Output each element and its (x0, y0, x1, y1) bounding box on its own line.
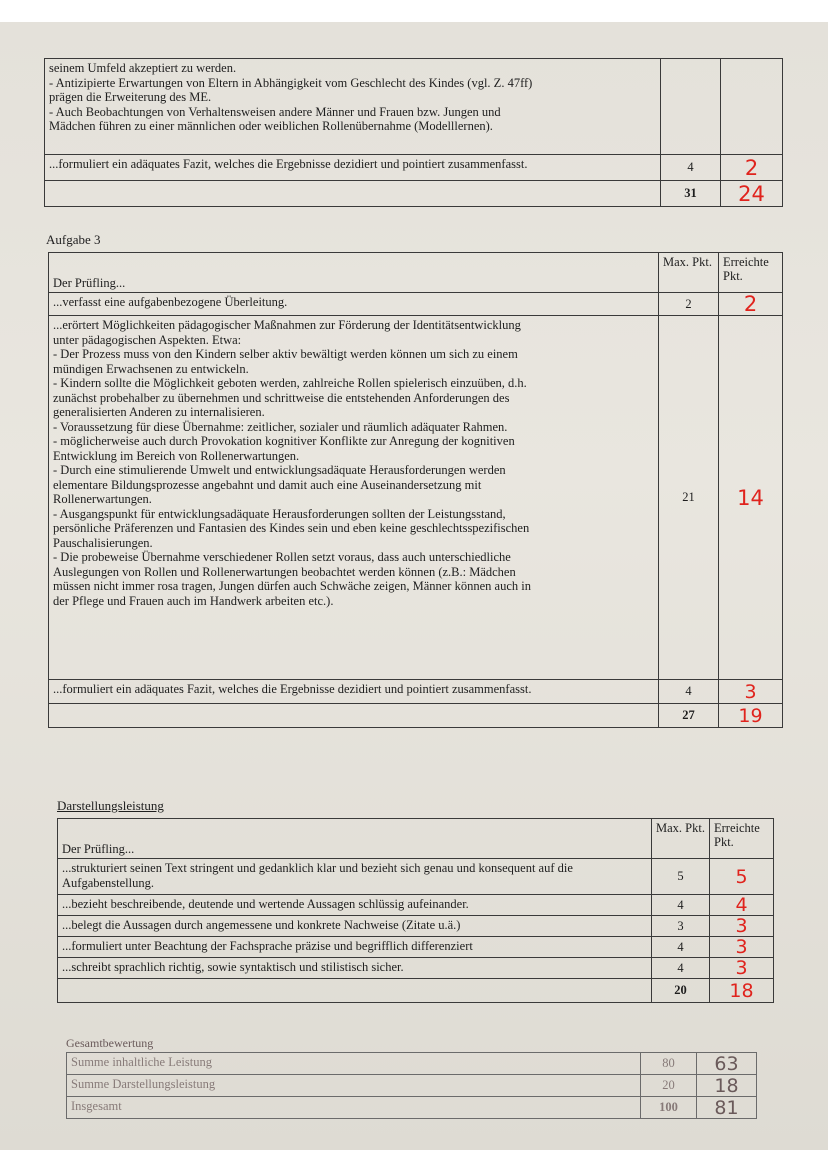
achieved-total: 81 (697, 1097, 757, 1119)
section-title: Aufgabe 3 (46, 232, 101, 247)
text-line: Rollenerwartungen. (53, 492, 152, 506)
max-points: 80 (641, 1053, 697, 1075)
text-line: prägen die Erweiterung des ME. (49, 90, 212, 104)
text-line: elementare Bildungsprozesse angebahnt und damit auch eine Auseinandersetzung mit (53, 477, 482, 492)
text-line: - Kindern sollte die Möglichkeit geboten werden, zahlreiche Rollen spielerisch einzuüben, d.h. (53, 376, 527, 390)
section-title: Gesamtbewertung (66, 1036, 154, 1050)
max-total: 100 (641, 1097, 697, 1119)
paper-sheet (0, 22, 828, 1150)
criteria-text (45, 59, 661, 155)
text-line: - Die probeweise Übernahme verschiedener Rollen setzt voraus, dass auch unterschiedliche (53, 550, 511, 564)
max-total: 27 (659, 704, 719, 728)
achieved-total: 24 (721, 181, 783, 207)
fazit-text: ...formuliert ein adäquates Fazit, welches die Ergebnisse dezidiert und pointiert zusammenfasst. (49, 680, 659, 704)
col-score-header: Erreichte Pkt. (710, 819, 774, 859)
text-line: Mädchen führen zu einer männlichen oder weiblichen Rollenübernahme (Modelllernen). (49, 119, 493, 133)
criteria-text: ...schreibt sprachlich richtig, sowie syntaktisch und stilistisch sicher. (58, 958, 652, 979)
text-line: Auslegungen von Rollen und Rollenerwartungen beobachtet werden können (z.B.: Mädchen (53, 564, 516, 579)
criteria-text: ...strukturiert seinen Text stringent und gedanklich klar und bezieht sich genau und konsequent auf die Aufgabenstellung. (58, 859, 652, 895)
max-points: 4 (652, 895, 710, 916)
criteria-table-continued (44, 58, 782, 207)
text-line: - möglicherweise auch durch Provokation kognitiver Konflikte zur Anregung der kognitiven (53, 434, 515, 448)
max-total: 20 (652, 979, 710, 1003)
achieved-points: 3 (719, 680, 783, 704)
max-points: 5 (652, 859, 710, 895)
text-line: persönliche Präferenzen und Fantasien des Kindes sein und eben keine geschlechtsspezifischen (53, 521, 530, 535)
text-line: unter pädagogischen Aspekten. Etwa: (53, 332, 242, 347)
criteria-text: ...verfasst eine aufgabenbezogene Überleitung. (49, 293, 659, 316)
achieved-points: 63 (697, 1053, 757, 1075)
max-points: 2 (659, 293, 719, 316)
text-line: mündigen Erwachsenen zu entwickeln. (53, 361, 249, 376)
max-points: 21 (659, 316, 719, 680)
text-line: der Pflege und Frauen auch im Handwerk arbeiten etc.). (53, 593, 334, 608)
max-points: 3 (652, 916, 710, 937)
col-max-header: Max. Pkt. (652, 819, 710, 859)
text-line: - Der Prozess muss von den Kindern selber aktiv bewältigt werden können um sich zu einem (53, 347, 518, 361)
text-line: ...erörtert Möglichkeiten pädagogischer Maßnahmen zur Förderung der Identitätsentwicklung (53, 318, 521, 332)
text-line: - Ausgangspunkt für entwicklungsadäquate Herausforderungen sollten der Leistungsstand, (53, 506, 506, 521)
aufgabe3-table (48, 252, 782, 728)
achieved-points: 14 (719, 316, 783, 680)
col-max-header: Max. Pkt. (659, 253, 719, 293)
achieved-points: 3 (710, 958, 774, 979)
text-line: Entwicklung im Bereich von Rollenerwartungen. (53, 448, 300, 463)
text-line: - Durch eine stimulierende Umwelt und entwicklungsadäquate Herausforderungen werden (53, 463, 506, 477)
darstellung-table (57, 818, 773, 1003)
header-label: Der Prüfling... (58, 819, 652, 859)
text-line: müssen nicht immer rosa tragen, Jungen dürfen auch Schwäche zeigen, Männer können auch in (53, 579, 531, 593)
criteria-text: ...formuliert unter Beachtung der Fachsprache präzise und begrifflich differenziert (58, 937, 652, 958)
header-label: Der Prüfling... (49, 253, 659, 293)
text-line: Pauschalisierungen. (53, 535, 153, 550)
achieved-points: 2 (719, 293, 783, 316)
achieved-points: 3 (710, 937, 774, 958)
max-points: 4 (661, 155, 721, 181)
text-line: - Antizipierte Erwartungen von Eltern in Abhängigkeit vom Geschlecht des Kindes (vgl. Z. 47ff) (49, 75, 533, 90)
summary-label: Summe inhaltliche Leistung (67, 1053, 641, 1075)
achieved-points: 2 (721, 155, 783, 181)
criteria-text: ...belegt die Aussagen durch angemessene und konkrete Nachweise (Zitate u.ä.) (58, 916, 652, 937)
text-line: zunächst probehalber zu übernehmen und schrittweise die entstehenden Anforderungen des (53, 390, 510, 405)
text-line: - Auch Beobachtungen von Verhaltensweisen andere Männer und Frauen bzw. Jungen und (49, 104, 501, 119)
text-line: seinem Umfeld akzeptiert zu werden. (49, 61, 237, 75)
achieved-points: 18 (697, 1075, 757, 1097)
summary-label: Summe Darstellungsleistung (67, 1075, 641, 1097)
max-points: 20 (641, 1075, 697, 1097)
max-total: 31 (661, 181, 721, 207)
max-points: 4 (659, 680, 719, 704)
text-line: generalisierten Anderen zu internalisieren. (53, 405, 265, 419)
section-title: Darstellungsleistung (57, 798, 164, 813)
achieved-total: 18 (710, 979, 774, 1003)
achieved-points: 5 (710, 859, 774, 895)
achieved-points: 3 (710, 916, 774, 937)
achieved-total: 19 (719, 704, 783, 728)
achieved-points: 4 (710, 895, 774, 916)
text-line: - Voraussetzung für diese Übernahme: zeitlicher, sozialer und räumlich adäquater Rahmen. (53, 419, 508, 434)
fazit-text: ...formuliert ein adäquates Fazit, welches die Ergebnisse dezidiert und pointiert zusammenfasst. (45, 155, 661, 181)
max-points: 4 (652, 937, 710, 958)
gesamt-table (66, 1052, 756, 1119)
criteria-text: ...bezieht beschreibende, deutende und wertende Aussagen schlüssig aufeinander. (58, 895, 652, 916)
max-points: 4 (652, 958, 710, 979)
summary-label: Insgesamt (67, 1097, 641, 1119)
col-score-header: Erreichte Pkt. (719, 253, 783, 293)
criteria-text (49, 316, 659, 680)
